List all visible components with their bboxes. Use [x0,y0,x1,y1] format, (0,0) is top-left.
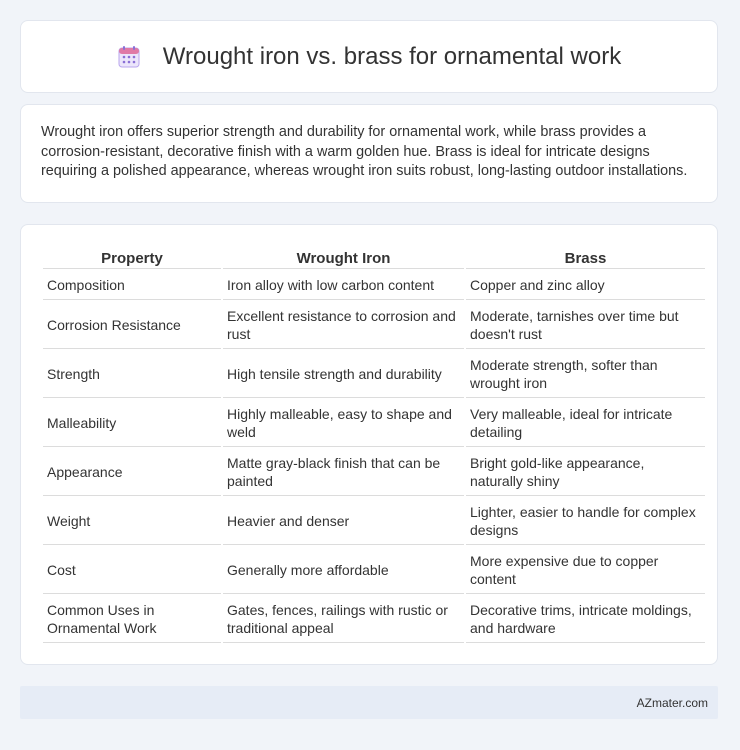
row-brass: Lighter, easier to handle for complex designs [466,498,705,545]
table-row [43,449,705,496]
row-wrought-iron: Generally more affordable [223,547,464,594]
table-row [43,271,705,300]
comparison-table [41,245,707,645]
calendar-icon [117,45,141,69]
row-property: Strength [43,351,221,398]
table-row [43,302,705,349]
row-brass: Moderate strength, softer than wrought iron [466,351,705,398]
comparison-card [20,224,718,665]
header-brass: Brass [466,247,705,269]
row-wrought-iron: High tensile strength and durability [223,351,464,398]
table-row [43,400,705,447]
footer-site-link[interactable]: AZmater.com [636,695,708,710]
row-brass: Moderate, tarnishes over time but doesn't rust [466,302,705,349]
row-wrought-iron: Excellent resistance to corrosion and rust [223,302,464,349]
row-brass: Very malleable, ideal for intricate detailing [466,400,705,447]
row-wrought-iron: Iron alloy with low carbon content [223,271,464,300]
row-wrought-iron: Gates, fences, railings with rustic or traditional appeal [223,596,464,643]
table-row [43,547,705,594]
row-brass: Decorative trims, intricate moldings, and hardware [466,596,705,643]
title-card [20,20,718,93]
table-header-row [43,247,705,269]
table-row [43,596,705,643]
row-property: Weight [43,498,221,545]
row-brass: More expensive due to copper content [466,547,705,594]
row-property: Malleability [43,400,221,447]
row-brass: Bright gold-like appearance, naturally shiny [466,449,705,496]
row-wrought-iron: Matte gray-black finish that can be painted [223,449,464,496]
header-wrought-iron: Wrought Iron [223,247,464,269]
row-property: Appearance [43,449,221,496]
row-property: Composition [43,271,221,300]
row-property: Cost [43,547,221,594]
row-property: Corrosion Resistance [43,302,221,349]
row-brass: Copper and zinc alloy [466,271,705,300]
row-wrought-iron: Highly malleable, easy to shape and weld [223,400,464,447]
header-property: Property [43,247,221,269]
footer-bar [20,686,718,719]
page-title: Wrought iron vs. brass for ornamental work [162,42,622,70]
summary-text: Wrought iron offers superior strength and durability for ornamental work, while brass provides a corrosion-resistant, decorative finish with a warm golden hue. Brass is ideal for intricate designs requiring a polished appearance, whereas wrought iron suits robust, long-lasting outdoor installations. [41,124,688,179]
title-wrap [117,43,621,71]
row-property: Common Uses in Ornamental Work [43,596,221,643]
row-wrought-iron: Heavier and denser [223,498,464,545]
summary-card [20,104,718,203]
table-row [43,498,705,545]
table-row [43,351,705,398]
